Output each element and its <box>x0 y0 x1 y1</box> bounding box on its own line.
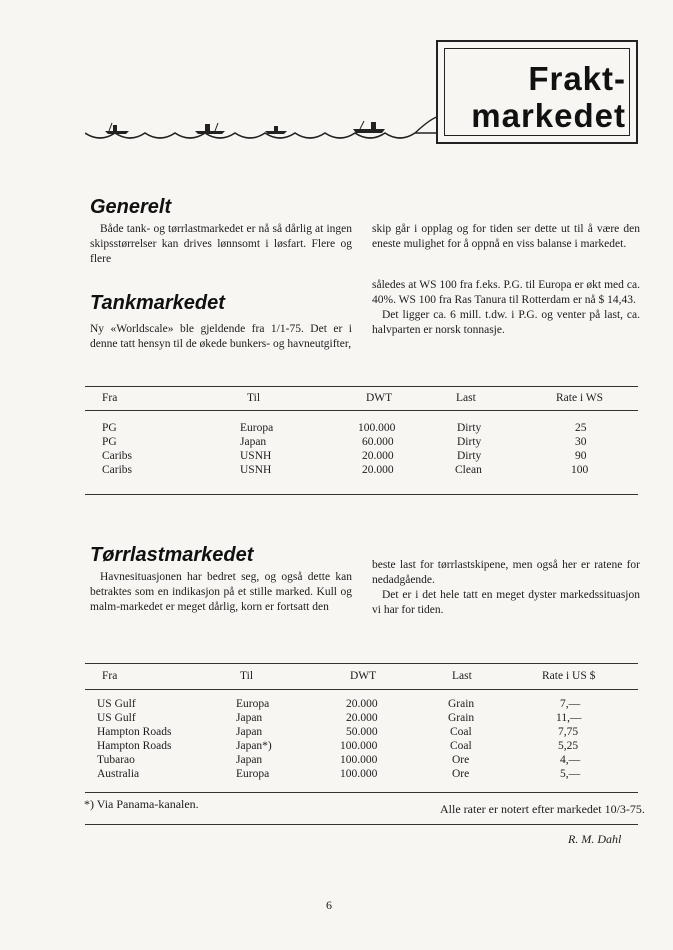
tank-cell-last: Dirty <box>457 422 482 434</box>
tank-cell-rate: 30 <box>575 436 587 448</box>
torr-cell-fra: US Gulf <box>97 698 136 710</box>
torr-cell-dwt: 20.000 <box>346 712 378 724</box>
torr-cell-til: Japan <box>236 712 263 724</box>
torr-table-header-rule <box>85 689 638 690</box>
tank-header-fra: Fra <box>102 392 118 404</box>
tank-cell-til: USNH <box>240 450 272 462</box>
tank-table-header-rule <box>85 410 638 411</box>
tank-col2 <box>372 278 640 338</box>
page-title-line1: Frakt- <box>528 60 626 97</box>
tank-header-dwt: DWT <box>366 392 393 404</box>
torr-cell-rate: 5,— <box>560 768 581 780</box>
torr-header-last: Last <box>452 670 472 682</box>
torr-cell-dwt: 100.000 <box>340 754 378 766</box>
tank-header-last: Last <box>456 392 476 404</box>
ship-icon-1 <box>105 123 129 134</box>
tank-cell-dwt: 20.000 <box>362 464 394 476</box>
torr-col2-p2: Det er i det hele tatt en meget dyster markedssituasjon vi har for tiden. <box>372 589 640 616</box>
tank-col2-p2: Det ligger ca. 6 mill. t.dw. i P.G. og venter på last, ca. halvparten er norsk tonnasje. <box>372 309 640 336</box>
tank-cell-dwt: 100.000 <box>358 422 396 434</box>
tank-cell-dwt: 20.000 <box>362 450 394 462</box>
tank-col2-p1: således at WS 100 fra f.eks. P.G. til Europa er økt med ca. 40%. WS 100 fra Ras Tanura til Rotterdam er nå $ 14,43. <box>372 279 640 306</box>
ship-icon-4 <box>353 121 385 133</box>
torr-cell-dwt: 100.000 <box>340 740 378 752</box>
torr-cell-last: Ore <box>452 754 470 766</box>
tank-cell-last: Clean <box>455 464 482 476</box>
tank-cell-dwt: 60.000 <box>362 436 394 448</box>
torr-cell-rate: 7,— <box>560 698 581 710</box>
generelt-col1 <box>90 222 352 267</box>
tank-col1 <box>90 322 352 352</box>
heading-tankmarkedet: Tankmarkedet <box>90 292 225 314</box>
torr-header-dwt: DWT <box>350 670 377 682</box>
table-footnote: *) Via Panama-kanalen. <box>84 797 199 811</box>
tank-cell-last: Dirty <box>457 436 482 448</box>
torr-cell-fra: Australia <box>97 768 140 780</box>
torr-cell-rate: 4,— <box>560 754 581 766</box>
author-signature: R. M. Dahl <box>568 832 622 846</box>
tank-table-top-rule <box>85 386 638 387</box>
tank-cell-fra: PG <box>102 422 117 434</box>
tank-header-til: Til <box>247 392 261 404</box>
torr-col1 <box>90 570 352 615</box>
torr-cell-dwt: 20.000 <box>346 698 378 710</box>
torr-cell-rate: 11,— <box>556 712 582 724</box>
tank-table-bottom-rule <box>85 494 638 495</box>
torr-cell-fra: Hampton Roads <box>97 726 172 738</box>
generelt-col2-text: skip går i opplag og for tiden ser dette ut til å være den eneste mulighet for å oppnå en viss balanse i markedet. <box>372 223 640 250</box>
page-title-line2: markedet <box>471 97 626 134</box>
torr-cell-til: Europa <box>236 698 270 710</box>
torr-cell-last: Coal <box>450 726 472 738</box>
tank-cell-rate: 90 <box>575 450 587 462</box>
tank-cell-rate: 100 <box>571 464 589 476</box>
title-box <box>436 40 638 144</box>
tank-cell-fra: Caribs <box>102 464 133 476</box>
torr-header-fra: Fra <box>102 670 118 682</box>
generelt-col1-text: Både tank- og tørrlastmarkedet er nå så dårlig at ingen skipsstørrelser kan drives lønnsomt i løsfart. Flere og flere <box>90 223 352 265</box>
tank-cell-til: Europa <box>240 422 274 434</box>
tank-cell-til: Japan <box>240 436 267 448</box>
page-number: 6 <box>326 898 332 912</box>
torr-cell-fra: Hampton Roads <box>97 740 172 752</box>
torr-cell-dwt: 100.000 <box>340 768 378 780</box>
tank-cell-fra: PG <box>102 436 117 448</box>
torr-cell-til: Japan <box>236 754 263 766</box>
torr-header-til: Til <box>240 670 254 682</box>
torr-cell-last: Grain <box>448 712 475 724</box>
torr-cell-til: Europa <box>236 768 270 780</box>
torr-cell-fra: US Gulf <box>97 712 136 724</box>
corner-flourish <box>415 117 437 133</box>
torr-cell-rate: 7,75 <box>558 726 579 738</box>
tank-cell-rate: 25 <box>575 422 587 434</box>
ship-icon-2 <box>195 123 225 134</box>
torr-cell-rate: 5,25 <box>558 740 579 752</box>
torr-table-bottom-rule <box>85 792 638 793</box>
tank-header-rate: Rate i WS <box>556 392 604 404</box>
torr-col2 <box>372 558 640 618</box>
torr-col1-text: Havnesituasjonen har bedret seg, og også dette kan betraktes som en indikasjon på et stille marked. Kull og malm-markedet er meget dårlig, korn er fortsatt den <box>90 571 352 613</box>
torr-cell-til: Japan*) <box>236 740 272 752</box>
torr-header-rate: Rate i US $ <box>542 670 596 682</box>
ship-icon-3 <box>265 126 287 134</box>
tank-col1-text: Ny «Worldscale» ble gjeldende fra 1/1-75. Det er i denne tatt hensyn til de økede bunkers- og havneutgifter, <box>90 323 352 350</box>
torr-cell-til: Japan <box>236 726 263 738</box>
wave-line <box>85 133 437 138</box>
torr-col2-p1: beste last for tørrlastskipene, men også her er ratene for nedadgående. <box>372 559 640 586</box>
tank-cell-til: USNH <box>240 464 272 476</box>
torr-table-footer-rule <box>85 824 638 825</box>
heading-torrlastmarkedet: Tørrlastmarkedet <box>90 544 254 566</box>
tank-cell-fra: Caribs <box>102 450 133 462</box>
rates-note: Alle rater er notert efter markedet 10/3-75. <box>440 802 645 816</box>
torr-cell-last: Ore <box>452 768 470 780</box>
tank-cell-last: Dirty <box>457 450 482 462</box>
waves-ships-illustration <box>85 115 437 145</box>
heading-generelt: Generelt <box>90 196 172 218</box>
generelt-col2 <box>372 222 640 252</box>
torr-cell-last: Grain <box>448 698 475 710</box>
torr-cell-last: Coal <box>450 740 472 752</box>
torr-cell-fra: Tubarao <box>97 754 135 766</box>
torr-cell-dwt: 50.000 <box>346 726 378 738</box>
torr-table-top-rule <box>85 663 638 664</box>
